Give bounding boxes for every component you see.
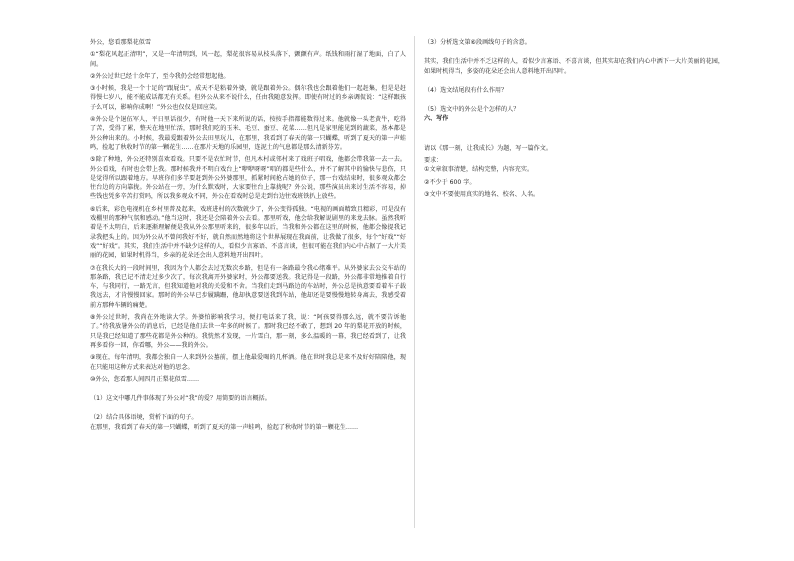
paragraph-6: ⑥后来，彩色电视机在乡村里普及起来，戏班进村的次数就少了，外公变得孤独。“电视的画面精致且精彩，可是没有戏棚里的那种气氛和感动。”他当这时，我还是会陪着外公去看。那里听戏，他会给我解说剧里的来龙去脉。虽然我听着是不太明白，后来逐渐理解便是我从外公那里听来的，很多年以后，当我和外公都在这里的时候，他都会像提我记录我把头上的。因为外公从不曾问我好不好，就自然而然地将这个世界展现在我面前，让我做了很多，每个“好戏”“好戏”“好戏”。其实，我们生活中并不缺少这样的人，看似少言寡语、不喜言谈，但很可能在我们内心中占据了一大片美丽的花园，如果时机得当，乡亲的花朵还会出人意料地开出四叶。: [90, 205, 406, 260]
paragraph-2: ②外公过世已经十余年了，至今我仍会经常想起他。: [90, 72, 230, 80]
question-4: （4）选文结尾段有什么作用？: [424, 86, 508, 94]
requirement-1: ①文章叙事清楚，结构完整，内容充实。: [424, 166, 534, 174]
paragraph-1: ①“梨花风起正清明”，又是一年清明到，风一起，梨花很容易从枝头落下，颤颤有声。纸钱和雨打湿了地面，白了人间。: [90, 51, 406, 68]
question-3-quote: 其实，我们生活中并不乏这样的人，看似少言寡语、不喜言谈，但其实却在我们内心中洒下一大片美丽的花园，如果时机得当，多姿的花朵还会出人意料地开出四叶。: [424, 58, 724, 75]
column-divider: [414, 36, 415, 528]
writing-prompt: 请以《那一刻，让我成长》为题，写一篇作文。: [424, 144, 552, 152]
requirement-3: ③文中不要使用真实的地名、校名、人名。: [424, 190, 540, 198]
question-3: （3）分析选文第⑥段画线句子的含意。: [424, 39, 531, 46]
requirement-2: ②不少于 600 字。: [424, 178, 476, 186]
section-heading: 六、写作: [424, 115, 449, 123]
paragraph-4: ④外公是个退伍军人，平日里话很少，有时他一天下来所说的话，按按手指都能数得过来。他就像一头老黄牛，吃得了苦，受得了累，整天在地里忙活，那时我们吃的玉米、毛豆、蚕豆、花菜……但凡是家里能见到的蔬菜，基本都是外公种出来的。小时候，我最爱跟着外公去田里玩儿，在那里，我看到了春天的第一只蝴蝶，听到了夏天的第一声蛙鸣，捡起了秋收时节的第一颗花生……在那片天地的乐园里，连泥土的气息都是那么清新芬芳。: [90, 116, 406, 151]
question-2-quote: 在那里，我看到了春天的第一只蝴蝶，听到了夏天的第一声蛙鸣，捡起了秋收时节的第一颗花生……: [90, 423, 359, 431]
paragraph-5: ⑤除了种地，外公还特别喜欢看戏。只要不是农忙时节，但凡木村或邻村来了戏班子唱戏，他都会带我第一去一去。外公看戏，有时也会带上我。那时候我并不明白戏台上“咿咿呀呀”唱的都是些什么，并不了解其中的愉快与悲伤，只是觉得所以跟着地方。早班你们多半要赶到外公外婆那里，抓紧时间抢占她的位子，那一台戏结束时，很多观众都会往台边的方向靠拢。外公站在一旁，为什么默戏时，大家要往台上靠拢呢？外公说，那些演员出来讨生活不容易，掉些钱也凭多辛苦打赏吗，所以我多观众不同，外公在看戏时总是走到台边往戏班铁扒上放些。: [90, 156, 406, 201]
question-1: （1）这文中哪几件事体现了外公对“我”的爱？用简要的语言概括。: [90, 395, 271, 403]
paragraph-8: ⑧外公过世时，我尚在外地读大学。外婆怕影响我学习，便打电话来了我，说：“阿孩要得那么远，就不要告诉他了。”待我放暑外公的消息后，已经是他们去世一年多的时候了。那时我已经不敢了，想到 20 年的梨花开放的时候，只是我已经知道了那些花都是外公种的。我恍然才发现，一片雪白，那一刻，多么温暖的一幕，我已经看到了，让我再多看你一回，你看哪，外公——我的外公。: [90, 314, 406, 349]
requirements-label: 要求：: [424, 157, 443, 165]
question-5: （5）选文中的外公是个怎样的人？: [424, 106, 520, 114]
paragraph-9: ⑨现在，每年清明，我都会独自一人来到外公墓前，摆上他最爱喝的几杯酒。他在世时我总是来不及好好陪陪他，现在只能用这种方式来表达对他的思念。: [90, 354, 406, 371]
right-column: [424, 38, 724, 199]
question-2: （2）结合具体语境，赏析下面的句子。: [90, 414, 198, 422]
paragraph-10: ⑩外公，您看那人间四月正梨花似雪……: [90, 375, 200, 383]
left-column: [90, 38, 406, 432]
paragraph-7: ⑦在我长大的一段时间里，我因为个人都会去过无数次乡路，但是有一条路最令我心绪难平。从外婆家去公交车站的那条路，我已记不清走过多少次了，每次我离开外婆家时，外公都要送我。我记得是一段路，外公都非常地推着自行车，与我同行，一路无言，但我知道他对我的关爱和不舍。当我们走到马路边的车站时，外公总是执意要看着车子载我远去，才肯慢慢回家。那时的外公早已步履蹒跚，他却执意要送我到车站，他却还是要慢慢地转身离去，我感受着前方那种车辆的痛楚。: [90, 264, 406, 309]
article-title: 外公，您看那梨花似雪: [90, 39, 151, 46]
paragraph-3: ③小时候，我是一个十足的“跟屁虫”，成天不是粘着外婆，就是跟着外公。偶尔我也会跟着他们一起赶集，但是是赶得慢七岁八，能不能成话都无有关系。但外公从来不说什么，任由我随意发挥。即使有时过的乡亲调侃说：“这样跟孩子么可以，影响你成啊！”外公也仅仅是回应笑。: [90, 85, 406, 111]
